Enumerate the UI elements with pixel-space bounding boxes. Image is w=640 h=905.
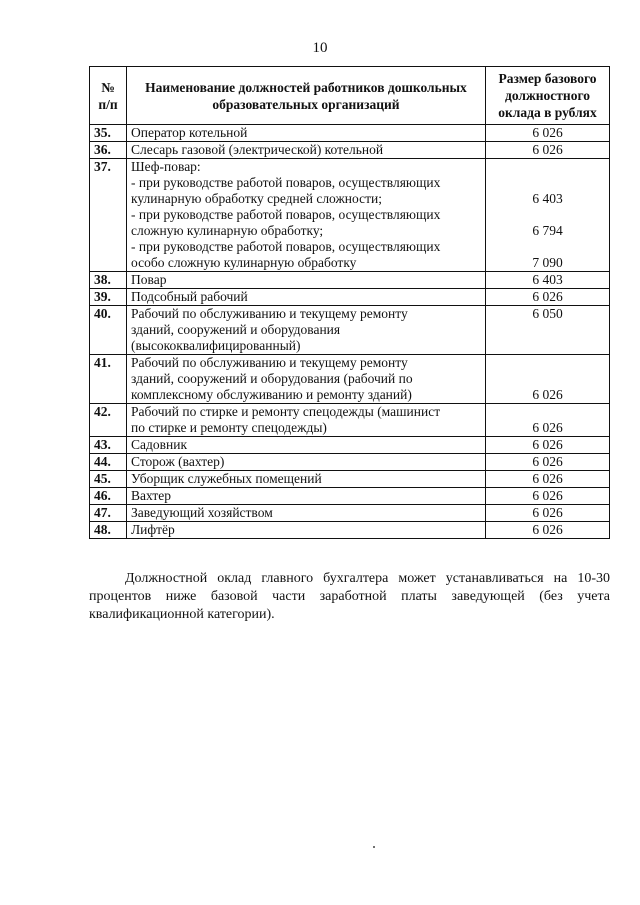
row-position-name [127,355,486,404]
row-salary [486,505,610,522]
scan-dot [373,846,375,848]
row-salary [486,454,610,471]
salary-value [490,239,605,255]
salary-value: 6 794 [532,223,563,238]
row-number: 35. [90,125,127,142]
salary-value: 6 026 [532,454,563,469]
salary-value [490,371,605,387]
table-row [90,471,610,488]
salary-value [490,322,605,338]
row-number: 40. [90,306,127,355]
salary-value [490,355,605,371]
salary-value: 7 090 [532,255,563,270]
salary-value: 6 026 [532,420,563,435]
row-salary [486,471,610,488]
row-salary [486,142,610,159]
position-name-line: Заведующий хозяйством [131,505,273,520]
position-name-line: Уборщик служебных помещений [131,471,322,486]
note-paragraph: Должностной оклад главного бухгалтера может устанавливаться на 10-30 процентов ниже базовой части заработной платы заведующей (без учета квалификационной категории). [89,571,610,622]
position-name-line: сложную кулинарную обработку; [131,223,324,238]
row-salary [486,272,610,289]
table-row [90,505,610,522]
table-row [90,272,610,289]
table-header-row [90,67,610,125]
row-position-name [127,142,486,159]
table-body [90,125,610,539]
table-row [90,437,610,454]
row-number: 43. [90,437,127,454]
position-name-line: Повар [131,272,167,287]
position-name-line: - при руководстве работой поваров, осуществляющих [131,175,441,190]
position-name-line: Вахтер [131,488,172,503]
row-salary [486,289,610,306]
row-number: 41. [90,355,127,404]
row-number: 48. [90,522,127,539]
salary-value [490,207,605,223]
salary-value: 6 026 [532,387,563,402]
table-row [90,488,610,505]
row-number: 46. [90,488,127,505]
position-name-line: - при руководстве работой поваров, осуществляющих [131,239,441,254]
position-name-line: Садовник [131,437,187,452]
row-number: 42. [90,404,127,437]
row-position-name [127,454,486,471]
row-number: 39. [90,289,127,306]
position-name-line: Оператор котельной [131,125,248,140]
table-row [90,289,610,306]
salary-value: 6 026 [532,437,563,452]
position-name-line: по стирке и ремонту спецодежды) [131,420,327,435]
position-name-line: (высококвалифицированный) [131,338,301,353]
row-salary [486,437,610,454]
salary-value: 6 403 [532,272,563,287]
row-position-name [127,159,486,272]
row-salary [486,306,610,355]
header-salary: Размер базового должностного оклада в рублях [486,67,610,125]
row-salary [486,522,610,539]
row-salary [486,355,610,404]
salary-value: 6 026 [532,471,563,486]
row-salary [486,488,610,505]
position-name-line: комплексному обслуживанию и ремонту зданий) [131,387,412,402]
salary-table [89,66,610,539]
position-name-line: Слесарь газовой (электрической) котельной [131,142,384,157]
table-row [90,306,610,355]
table-row [90,125,610,142]
row-position-name [127,471,486,488]
row-position-name [127,289,486,306]
salary-value: 6 026 [532,142,563,157]
row-number: 38. [90,272,127,289]
table-row [90,404,610,437]
position-name-line: Лифтёр [131,522,175,537]
position-name-line: Рабочий по обслуживанию и текущему ремонту [131,355,408,370]
header-num: № п/п [90,67,127,125]
salary-value: 6 026 [532,289,563,304]
table-row [90,142,610,159]
row-number: 47. [90,505,127,522]
row-position-name [127,404,486,437]
position-name-line: особо сложную кулинарную обработку [131,255,357,270]
row-position-name [127,522,486,539]
table-row [90,454,610,471]
position-name-line: Сторож (вахтер) [131,454,225,469]
position-name-line: кулинарную обработку средней сложности; [131,191,382,206]
row-salary [486,159,610,272]
row-position-name [127,272,486,289]
position-name-line: Шеф-повар: [131,159,201,174]
position-name-line: зданий, сооружений и оборудования (рабочий по [131,371,413,386]
row-number: 44. [90,454,127,471]
row-salary [486,404,610,437]
row-position-name [127,437,486,454]
position-name-line: Рабочий по обслуживанию и текущему ремонту [131,306,408,321]
page-number: 10 [312,40,328,56]
salary-value [490,175,605,191]
row-position-name [127,306,486,355]
salary-value: 6 050 [532,306,563,321]
salary-value [490,404,605,420]
table-row [90,355,610,404]
salary-value [490,159,605,175]
row-number: 45. [90,471,127,488]
row-number: 36. [90,142,127,159]
table-row [90,522,610,539]
row-salary [486,125,610,142]
salary-value: 6 026 [532,522,563,537]
salary-value: 6 026 [532,488,563,503]
position-name-line: зданий, сооружений и оборудования [131,322,341,337]
position-name-line: - при руководстве работой поваров, осуществляющих [131,207,441,222]
row-position-name [127,488,486,505]
row-number: 37. [90,159,127,272]
position-name-line: Подсобный рабочий [131,289,248,304]
salary-value: 6 403 [532,191,563,206]
row-position-name [127,505,486,522]
salary-value: 6 026 [532,125,563,140]
salary-value [490,338,605,354]
salary-value: 6 026 [532,505,563,520]
row-position-name [127,125,486,142]
position-name-line: Рабочий по стирке и ремонту спецодежды (машинист [131,404,441,419]
header-name: Наименование должностей работников дошкольных образовательных организаций [127,67,486,125]
table-row [90,159,610,272]
